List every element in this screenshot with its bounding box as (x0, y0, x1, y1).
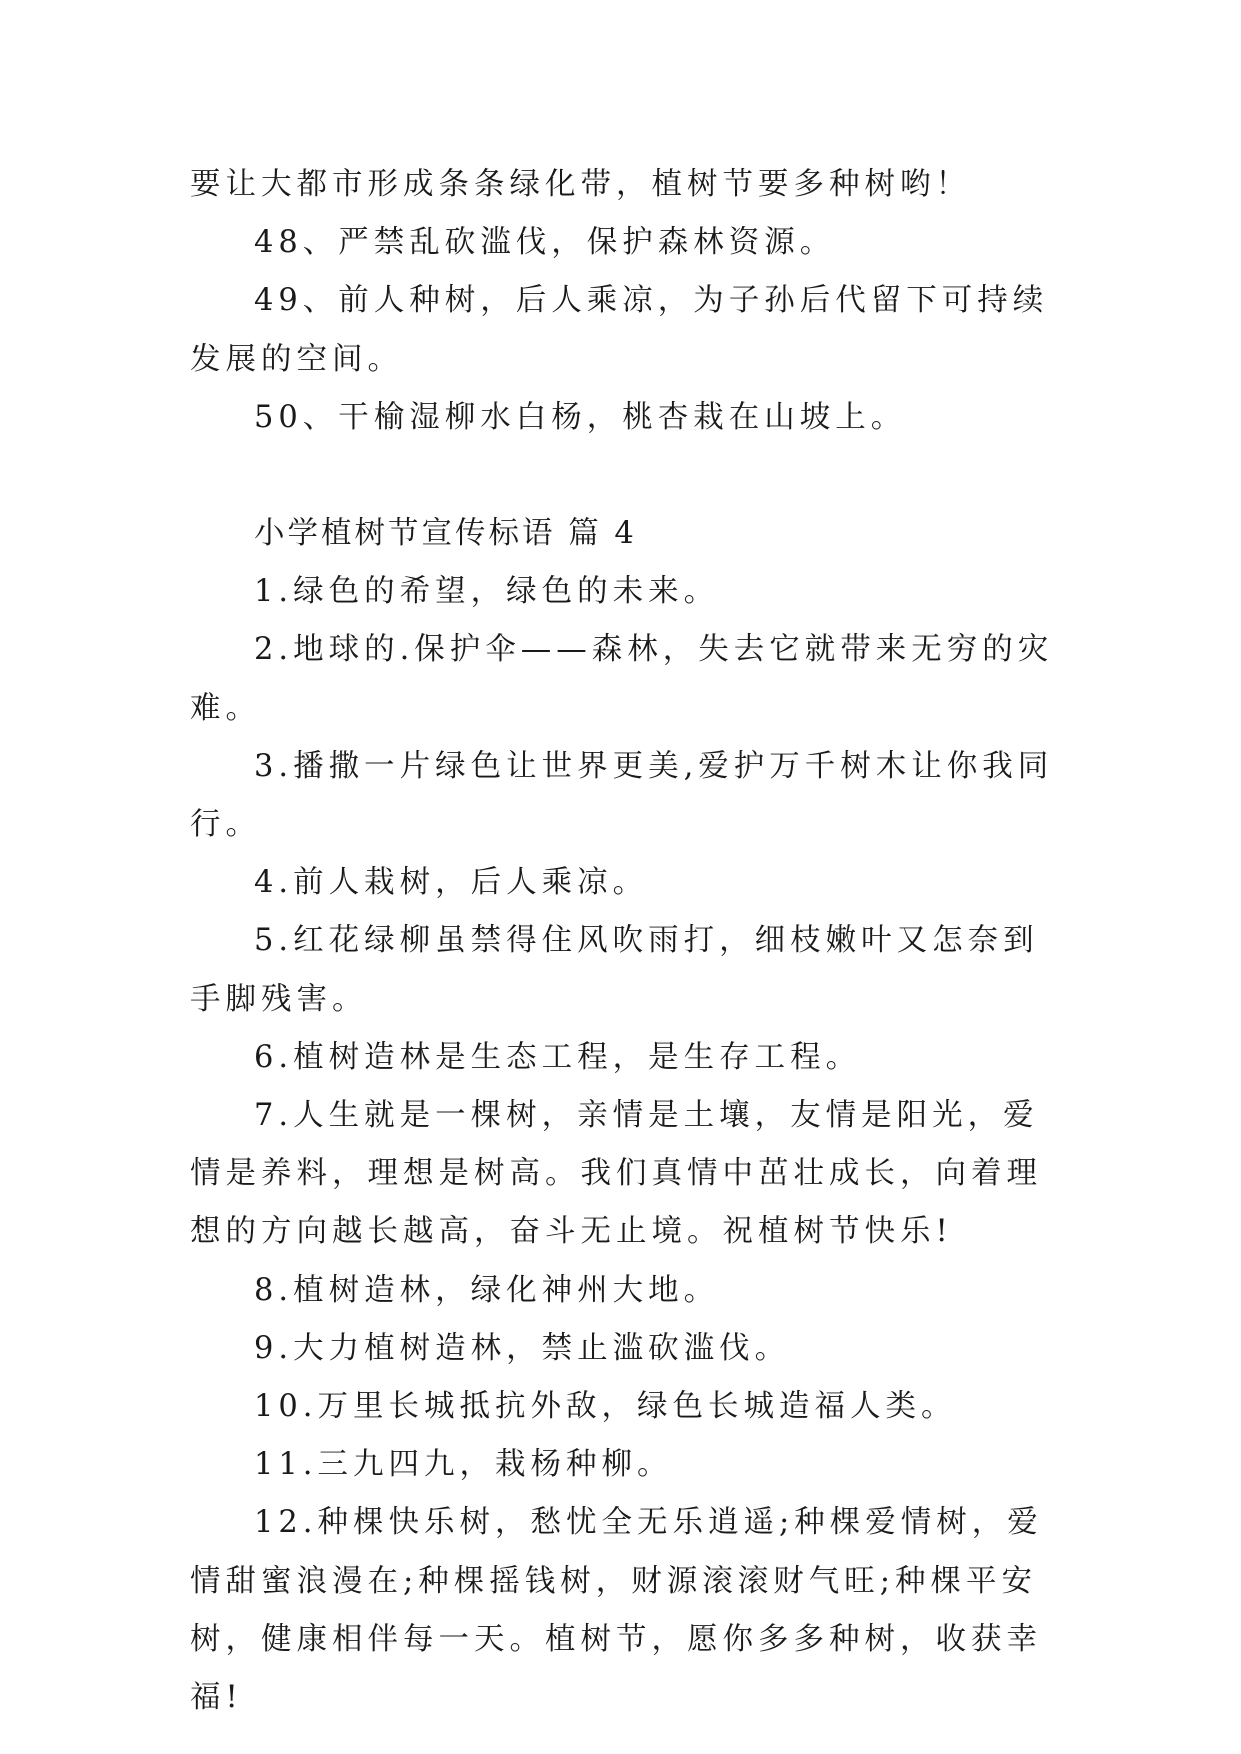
slogan-item-6: 6.植树造林是生态工程，是生存工程。 (254, 1039, 862, 1075)
slogan-item-1: 1.绿色的希望，绿色的未来。 (254, 574, 720, 610)
slogan-item-4: 4.前人栽树，后人乘凉。 (254, 865, 649, 901)
document-body (190, 156, 1070, 1727)
section-spacer (190, 447, 1070, 505)
slogan-item-7: 7.人生就是一棵树，亲情是土壤，友情是阳光，爱情是养料，理想是树高。我们真情中茁壮成长，向着理想的方向越长越高，奋斗无止境。祝植树节快乐! (190, 1098, 1042, 1250)
slogan-item-8: 8.植树造林，绿化神州大地。 (254, 1272, 720, 1308)
slogan-item-12: 12.种棵快乐树，愁忧全无乐逍遥;种棵爱情树，爱情甜蜜浪漫在;种棵摇钱树，财源滚滚财气旺;种棵平安树，健康相伴每一天。植树节，愿你多多种树，收获幸福! (190, 1505, 1043, 1716)
section-title: 小学植树节宣传标语 篇 4 (254, 516, 637, 552)
paragraph-continuation: 要让大都市形成条条绿化带，植树节要多种树哟！ (190, 167, 971, 202)
slogan-item-5: 5.红花绿柳虽禁得住风吹雨打，细枝嫩叶又怎奈到手脚残害。 (190, 923, 1039, 1017)
slogan-item-11: 11.三九四九，栽杨种柳。 (254, 1447, 673, 1483)
slogan-item-10: 10.万里长城抵抗外敌，绿色长城造福人类。 (254, 1389, 957, 1425)
slogan-item-9: 9.大力植树造林，禁止滥砍滥伐。 (254, 1330, 791, 1366)
slogan-item-3: 3.播撒一片绿色让世界更美,爱护万千树木让你我同行。 (190, 748, 1054, 843)
slogan-48: 48、严禁乱砍滥伐，保护森林资源。 (254, 225, 836, 261)
slogan-item-2: 2.地球的.保护伞——森林，失去它就带来无穷的灾难。 (190, 632, 1054, 726)
slogan-49: 49、前人种树，后人乘凉，为子孙后代留下可持续发展的空间。 (190, 283, 1049, 377)
slogan-50: 50、干榆湿柳水白杨，桃杏栽在山坡上。 (254, 399, 907, 435)
